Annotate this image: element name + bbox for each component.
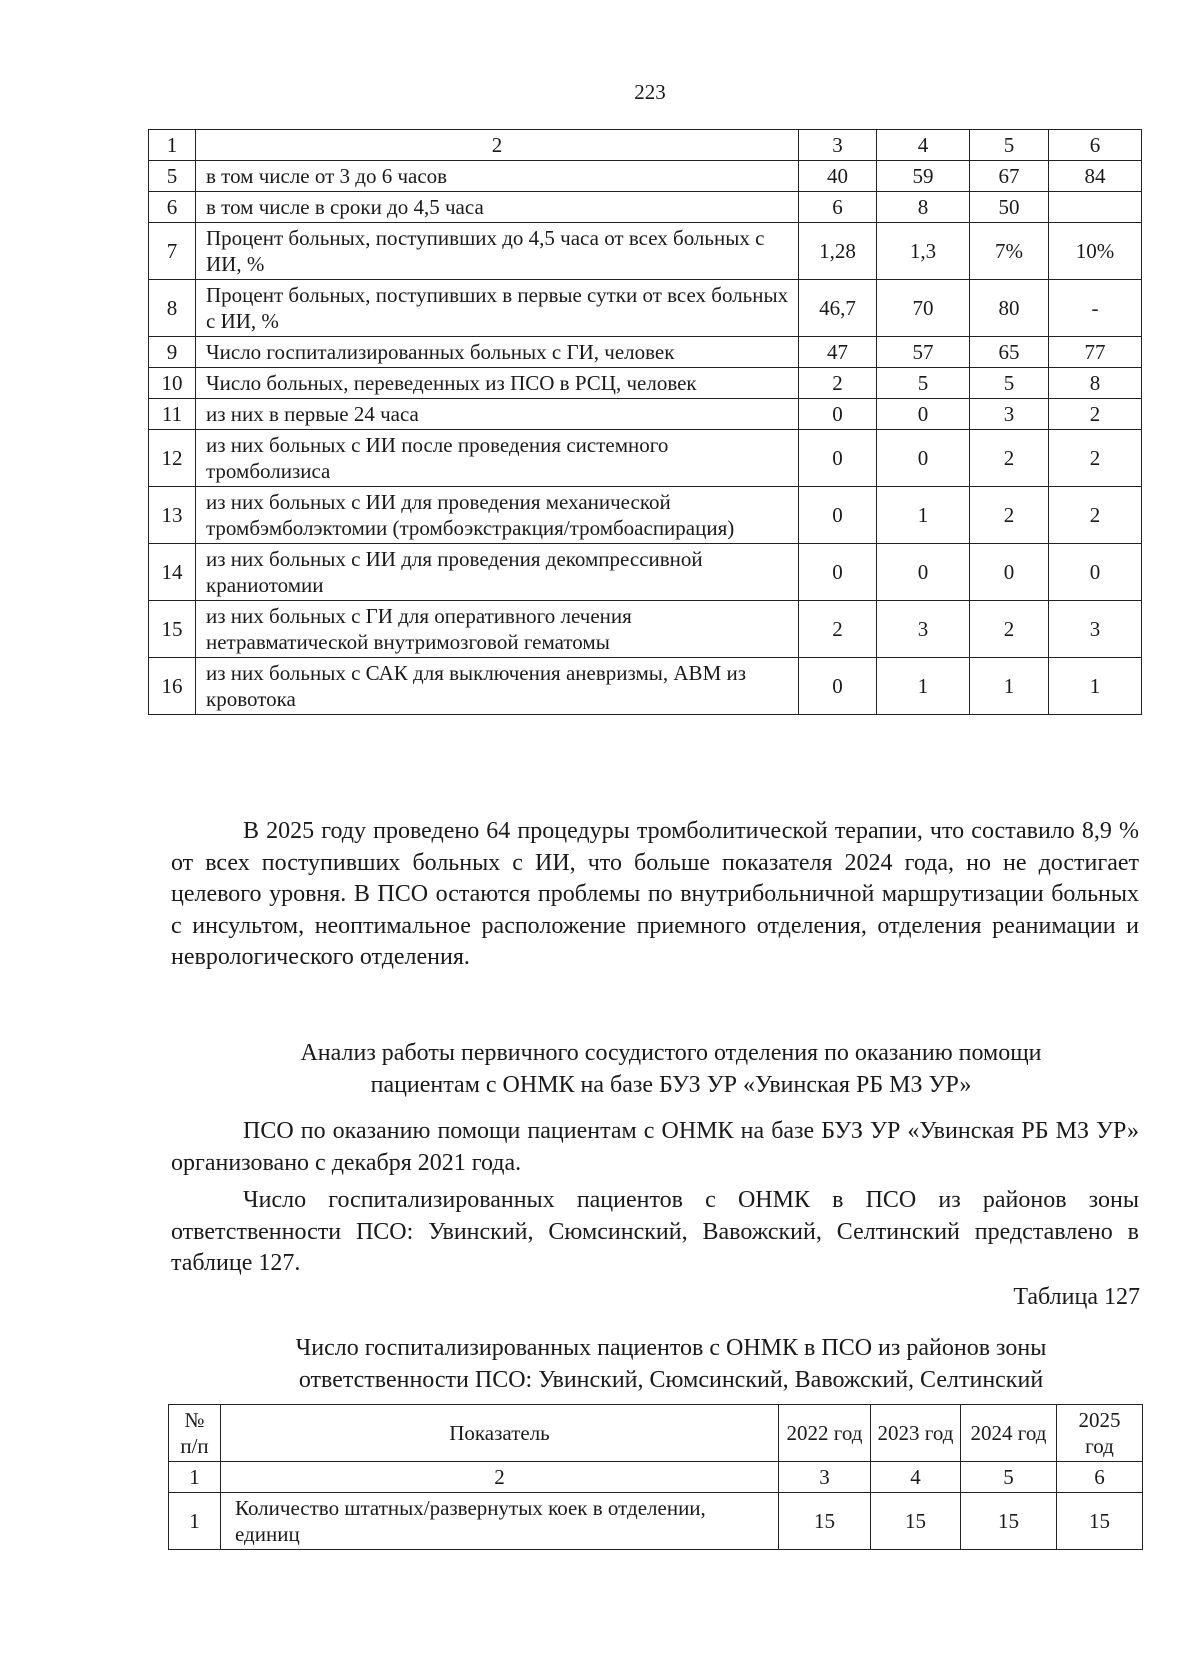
table-header-row (169, 1405, 1143, 1462)
paragraph-thrombolysis: В 2025 году проведено 64 процедуры тромболитической терапии, что составило 8,9 % от всех поступивших больных с ИИ, что больше показателя 2024 года, но не достигает целевого уровня. В ПСО остаются проблемы по внутрибольничной маршрутизации больных с инсультом, неоптимальное расположение приемного отделения, отделения реанимации и неврологического отделения. (171, 818, 1139, 970)
row-number-cell: 6 (149, 192, 196, 223)
value-cell: 8 (877, 192, 970, 223)
section-title-line-2: пациентам с ОНМК на базе БУЗ УР «Увинская РБ МЗ УР» (370, 1071, 972, 1098)
header-year: 2022 год (779, 1405, 871, 1462)
value-cell: 70 (877, 280, 970, 337)
value-cell: 50 (970, 192, 1049, 223)
value-cell: 2 (799, 601, 877, 658)
table-row (149, 368, 1142, 399)
value-cell: 65 (970, 337, 1049, 368)
value-cell: 2 (799, 368, 877, 399)
value-cell: 2 (1049, 430, 1142, 487)
value-cell: 2 (970, 601, 1049, 658)
row-label-cell: в том числе в сроки до 4,5 часа (196, 192, 799, 223)
row-number-cell: 8 (149, 280, 196, 337)
column-number-cell: 2 (221, 1462, 779, 1493)
row-number-cell: 10 (149, 368, 196, 399)
column-number-cell: 5 (961, 1462, 1057, 1493)
column-number-cell: 1 (149, 130, 196, 161)
table-row (149, 544, 1142, 601)
value-cell: 59 (877, 161, 970, 192)
value-cell: 15 (961, 1493, 1057, 1550)
value-cell: 3 (970, 399, 1049, 430)
row-number-cell: 7 (149, 223, 196, 280)
column-number-cell: 1 (169, 1462, 221, 1493)
row-label-cell: из них больных с ИИ после проведения системного тромболизиса (196, 430, 799, 487)
value-cell: 5 (877, 368, 970, 399)
value-cell: 0 (877, 430, 970, 487)
table-title (171, 1333, 1171, 1396)
value-cell: 0 (799, 399, 877, 430)
row-label-cell: Число больных, переведенных из ПСО в РСЦ, человек (196, 368, 799, 399)
value-cell: 3 (1049, 601, 1142, 658)
column-number-cell: 6 (1049, 130, 1142, 161)
column-number-cell: 3 (799, 130, 877, 161)
value-cell: 2 (1049, 487, 1142, 544)
value-cell: 47 (799, 337, 877, 368)
column-number-cell: 4 (877, 130, 970, 161)
header-year: 2023 год (871, 1405, 961, 1462)
section-title (171, 1038, 1171, 1101)
table-row (149, 161, 1142, 192)
value-cell: 2 (970, 430, 1049, 487)
table-row (149, 430, 1142, 487)
value-cell: 0 (799, 658, 877, 715)
value-cell: 1 (877, 487, 970, 544)
row-number-cell: 9 (149, 337, 196, 368)
table-row (149, 337, 1142, 368)
value-cell: 6 (799, 192, 877, 223)
header-year: 2025 год (1057, 1405, 1143, 1462)
value-cell: 84 (1049, 161, 1142, 192)
page-number: 223 (634, 80, 666, 104)
row-label-cell: из них больных с САК для выключения аневризмы, АВМ из кровотока (196, 658, 799, 715)
value-cell: 0 (799, 544, 877, 601)
value-cell (1049, 192, 1142, 223)
row-number-cell: 15 (149, 601, 196, 658)
value-cell: 2 (970, 487, 1049, 544)
section-title-line-1: Анализ работы первичного сосудистого отделения по оказанию помощи (300, 1040, 1042, 1066)
value-cell: 1,3 (877, 223, 970, 280)
table-row (149, 658, 1142, 715)
header-year: 2024 год (961, 1405, 1057, 1462)
column-number-cell: 5 (970, 130, 1049, 161)
value-cell: 0 (970, 544, 1049, 601)
value-cell: 15 (871, 1493, 961, 1550)
table-colnum-row (149, 130, 1142, 161)
indicators-table-continued (148, 129, 1142, 715)
table-colnum-row (169, 1462, 1143, 1493)
row-number-cell: 11 (149, 399, 196, 430)
table-row (149, 601, 1142, 658)
row-number-cell: 14 (149, 544, 196, 601)
row-number-cell: 13 (149, 487, 196, 544)
row-label-cell: Количество штатных/развернутых коек в отделении, единиц (221, 1493, 779, 1550)
table-row (149, 487, 1142, 544)
value-cell: 1 (970, 658, 1049, 715)
table-title-line-2: ответственности ПСО: Увинский, Сюмсинский, Вавожский, Селтинский (298, 1366, 1044, 1393)
table-title-line-1: Число госпитализированных пациентов с ОНМК в ПСО из районов зоны (295, 1335, 1047, 1361)
row-label-cell: из них больных с ИИ для проведения механической тромбэмболэктомии (тромбоэкстракция/тромбоаспирация) (196, 487, 799, 544)
value-cell: 0 (799, 487, 877, 544)
row-label-cell: Число госпитализированных больных с ГИ, человек (196, 337, 799, 368)
row-label-cell: из них больных с ИИ для проведения декомпрессивной краниотомии (196, 544, 799, 601)
table-number-label: Таблица 127 (1013, 1284, 1140, 1310)
value-cell: 80 (970, 280, 1049, 337)
table-row (149, 223, 1142, 280)
value-cell: 0 (877, 399, 970, 430)
value-cell: 0 (877, 544, 970, 601)
row-number-cell: 16 (149, 658, 196, 715)
row-number-cell: 12 (149, 430, 196, 487)
row-label-cell: из них в первые 24 часа (196, 399, 799, 430)
value-cell: 3 (877, 601, 970, 658)
header-num: № п/п (169, 1405, 221, 1462)
row-label-cell: в том числе от 3 до 6 часов (196, 161, 799, 192)
value-cell: 1 (1049, 658, 1142, 715)
value-cell: 15 (1057, 1493, 1143, 1550)
value-cell: 57 (877, 337, 970, 368)
value-cell: 2 (1049, 399, 1142, 430)
value-cell: 46,7 (799, 280, 877, 337)
paragraph-hospitalized: Число госпитализированных пациентов с ОНМК в ПСО из районов зоны ответственности ПСО: Увинский, Сюмсинский, Вавожский, Селтинский представлено в таблице 127. (171, 1187, 1139, 1276)
value-cell: 67 (970, 161, 1049, 192)
value-cell: 0 (1049, 544, 1142, 601)
table-127 (168, 1404, 1143, 1550)
table-row (149, 280, 1142, 337)
column-number-cell: 2 (196, 130, 799, 161)
table-row (149, 399, 1142, 430)
value-cell: 77 (1049, 337, 1142, 368)
row-number-cell: 1 (169, 1493, 221, 1550)
value-cell: 7% (970, 223, 1049, 280)
value-cell: 1,28 (799, 223, 877, 280)
column-number-cell: 3 (779, 1462, 871, 1493)
row-number-cell: 5 (149, 161, 196, 192)
value-cell: 1 (877, 658, 970, 715)
row-label-cell: из них больных с ГИ для оперативного лечения нетравматической внутримозговой гематомы (196, 601, 799, 658)
value-cell: 15 (779, 1493, 871, 1550)
paragraph-organized: ПСО по оказанию помощи пациентам с ОНМК на базе БУЗ УР «Увинская РБ МЗ УР» организовано с декабря 2021 года. (171, 1118, 1139, 1176)
table-row (149, 192, 1142, 223)
column-number-cell: 6 (1057, 1462, 1143, 1493)
value-cell: 10% (1049, 223, 1142, 280)
row-label-cell: Процент больных, поступивших в первые сутки от всех больных с ИИ, % (196, 280, 799, 337)
value-cell: 8 (1049, 368, 1142, 399)
value-cell: - (1049, 280, 1142, 337)
value-cell: 5 (970, 368, 1049, 399)
value-cell: 0 (799, 430, 877, 487)
row-label-cell: Процент больных, поступивших до 4,5 часа от всех больных с ИИ, % (196, 223, 799, 280)
table-row (169, 1493, 1143, 1550)
column-number-cell: 4 (871, 1462, 961, 1493)
value-cell: 40 (799, 161, 877, 192)
header-indicator: Показатель (221, 1405, 779, 1462)
